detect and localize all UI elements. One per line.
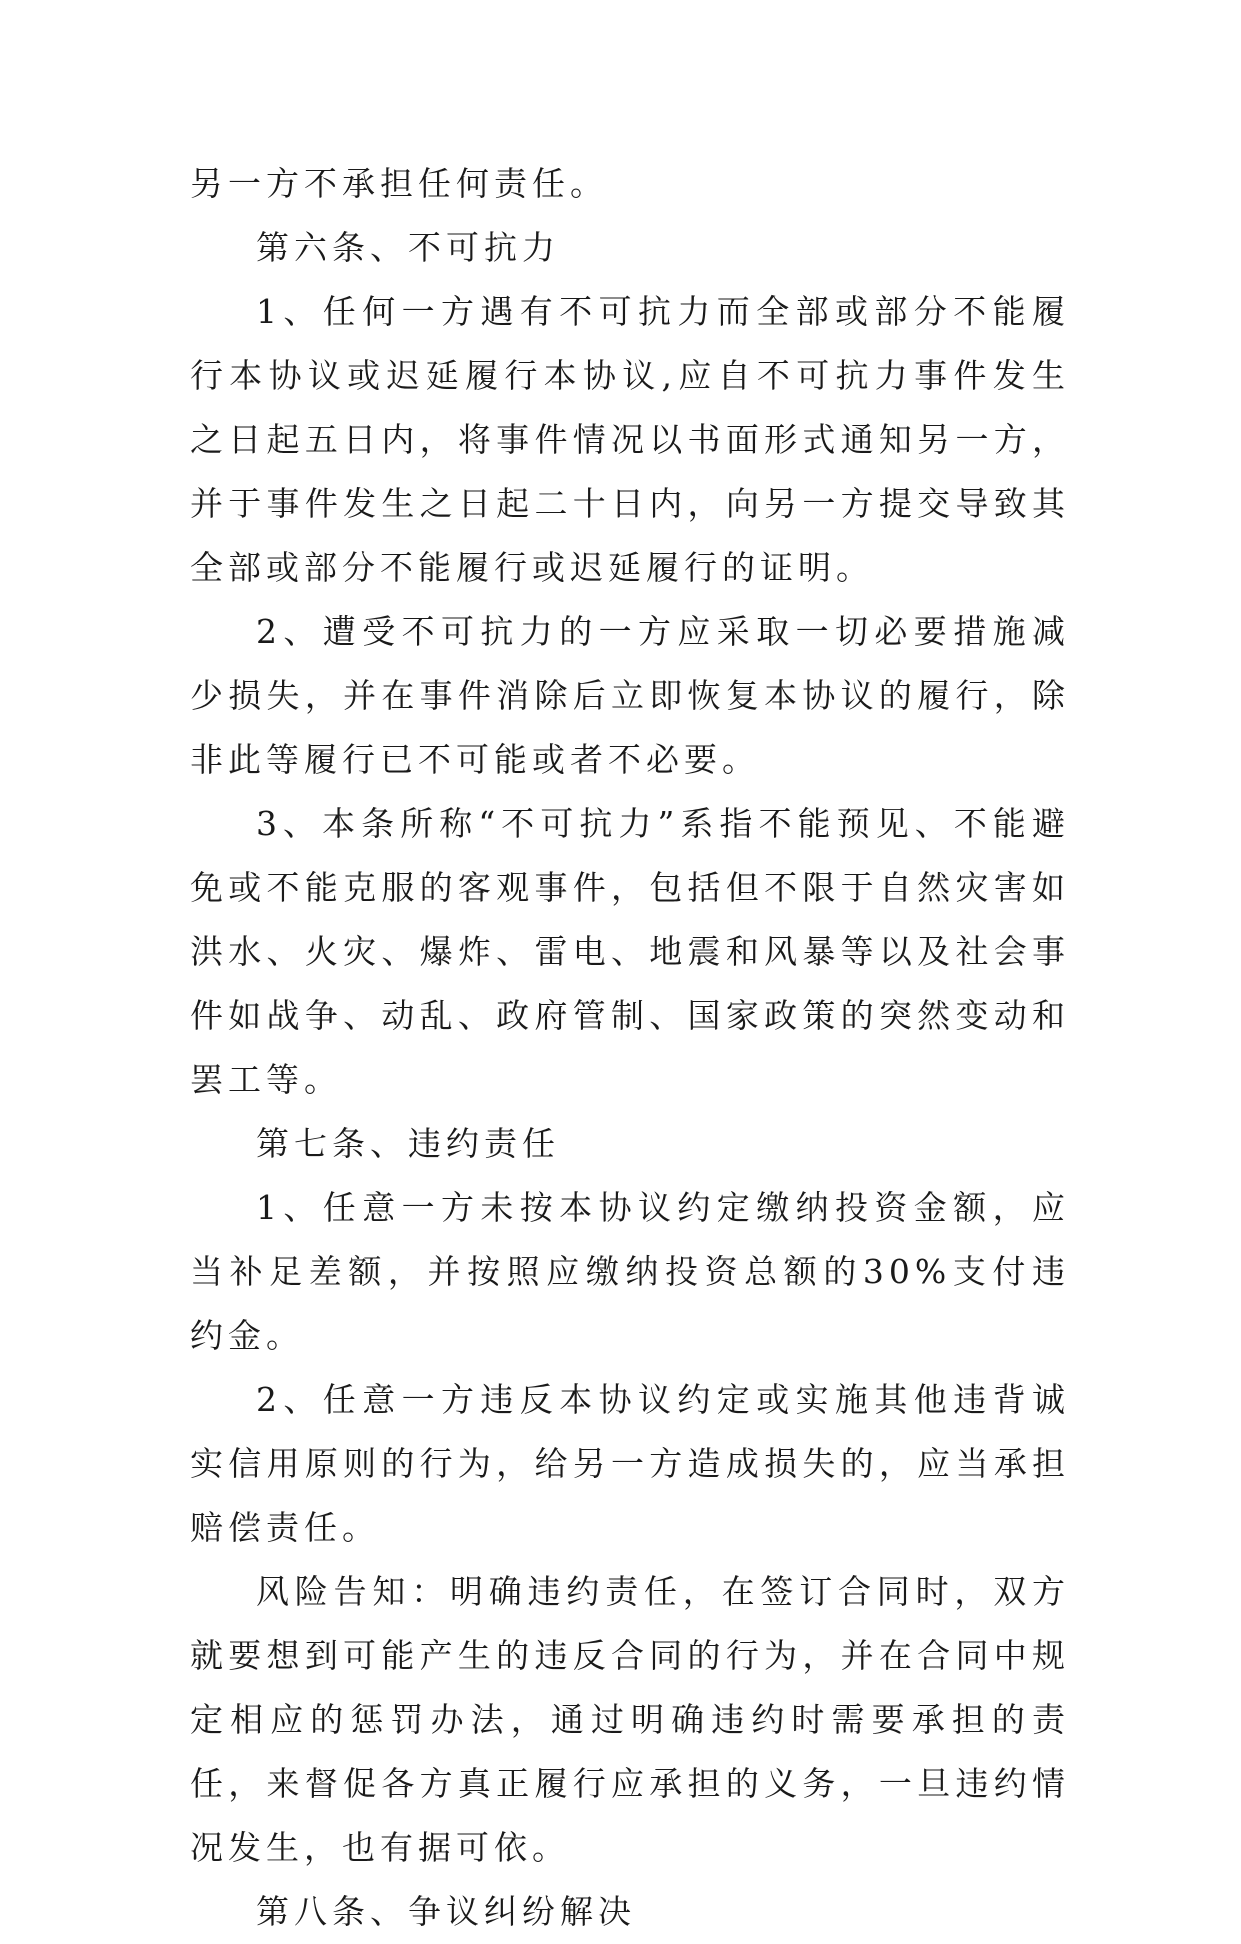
clause-6-2: 2、遭受不可抗力的一方应采取一切必要措施减少损失，并在事件消除后立即恢复本协议的履行，除非此等履行已不可能或者不必要。 — [190, 612, 1070, 779]
clause-7-1: 1、任意一方未按本协议约定缴纳投资金额，应当补足差额，并按照应缴纳投资总额的30%支付违约金。 — [190, 1188, 1070, 1355]
section-heading-article-8: 第八条、争议纠纷解决 — [256, 1892, 636, 1931]
section-heading-article-7: 第七条、违约责任 — [256, 1124, 560, 1163]
clause-6-1: 1、任何一方遇有不可抗力而全部或部分不能履行本协议或迟延履行本协议,应自不可抗力事件发生之日起五日内，将事件情况以书面形式通知另一方，并于事件发生之日起二十日内，向另一方提交导致其全部或部分不能履行或迟延履行的证明。 — [190, 292, 1070, 587]
document-body — [190, 152, 1070, 1944]
clause-7-2: 2、任意一方违反本协议约定或实施其他违背诚实信用原则的行为，给另一方造成损失的，应当承担赔偿责任。 — [190, 1380, 1070, 1547]
clause-6-3: 3、本条所称“不可抗力”系指不能预见、不能避免或不能克服的客观事件，包括但不限于自然灾害如洪水、火灾、爆炸、雷电、地震和风暴等以及社会事件如战争、动乱、政府管制、国家政策的突然变动和罢工等。 — [190, 804, 1070, 1099]
risk-notice: 风险告知：明确违约责任，在签订合同时，双方就要想到可能产生的违反合同的行为，并在合同中规定相应的惩罚办法，通过明确违约时需要承担的责任，来督促各方真正履行应承担的义务，一旦违约情况发生，也有据可依。 — [190, 1572, 1070, 1867]
section-heading-article-6: 第六条、不可抗力 — [256, 228, 560, 267]
paragraph-continuation: 另一方不承担任何责任。 — [190, 164, 608, 203]
